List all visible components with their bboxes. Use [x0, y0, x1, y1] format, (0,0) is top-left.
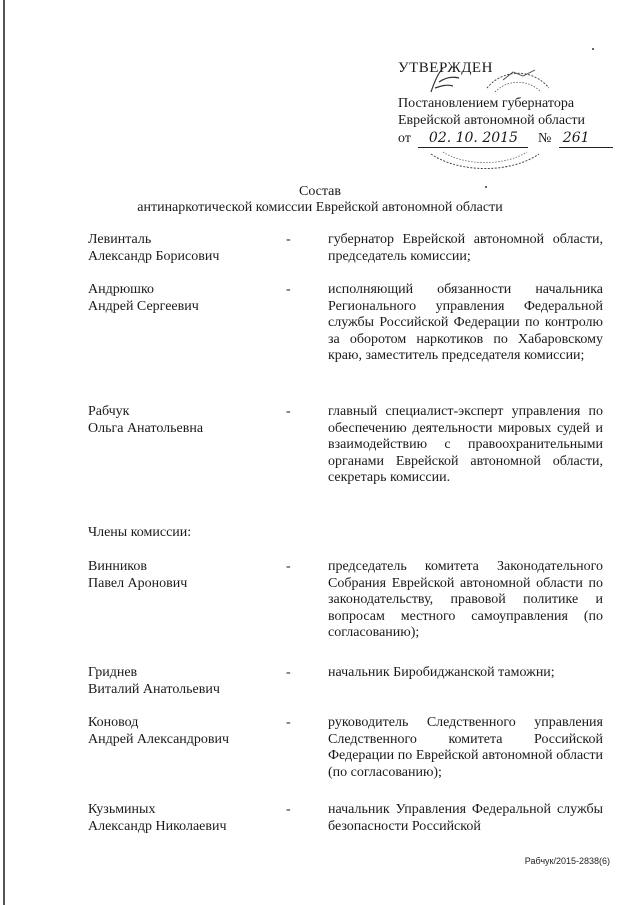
member-surname: Левинталь — [88, 232, 152, 247]
member-given-names: Ольга Анатольевна — [88, 420, 204, 436]
member-role: начальник Биробиджанской таможни; — [328, 665, 555, 680]
member-name — [88, 559, 288, 592]
member-surname: Гриднев — [88, 665, 138, 680]
approval-date: 02. 10. 2015 — [418, 130, 528, 148]
member-surname: Андрюшко — [88, 282, 155, 297]
member-given-names: Александр Николаевич — [88, 818, 227, 834]
page-left-edge — [3, 0, 5, 905]
member-name — [88, 282, 288, 315]
member-surname: Винников — [88, 559, 148, 574]
member-name — [88, 802, 288, 835]
approval-date-number-line — [398, 130, 613, 148]
member-name — [88, 404, 288, 437]
member-dash: - — [286, 559, 291, 574]
member-given-names: Александр Борисович — [88, 248, 220, 264]
member-dash: - — [286, 404, 291, 419]
member-role: руководитель Следственного управления Следственного комитета Российской Федерации по Еврейской автономной области (по согласованию); — [328, 715, 603, 780]
member-given-names: Павел Аронович — [88, 575, 188, 591]
approved-by-line: Постановлением губернатора — [398, 96, 575, 111]
member-dash: - — [286, 802, 291, 817]
stamp-bottom-arc — [425, 148, 545, 182]
signature-mark — [425, 62, 465, 96]
member-name — [88, 665, 288, 698]
member-surname: Рабчук — [88, 404, 130, 419]
member-dash: - — [286, 282, 291, 297]
member-role: председатель комитета Законодательного Собрания Еврейской автономной области по законодательству, правовой политике и вопросам местного самоуправления (по согласованию); — [328, 559, 603, 641]
scan-speck — [592, 48, 594, 50]
member-role: губернатор Еврейской автономной области, председатель комиссии; — [328, 232, 603, 264]
number-label: № — [537, 131, 552, 146]
approval-number: 261 — [559, 130, 613, 148]
section-label-members: Члены комиссии: — [88, 525, 192, 540]
member-surname: Коновод — [88, 715, 139, 730]
member-name — [88, 715, 288, 748]
document-title: Состав — [298, 184, 341, 199]
member-given-names: Андрей Сергеевич — [88, 298, 199, 314]
member-given-names: Андрей Александрович — [88, 731, 230, 747]
member-role: исполняющий обязанности начальника Регионального управления Федеральной службы Российской Федерации по контролю за оборотом наркотиков по Хабаровскому краю, заместитель председателя комиссии; — [328, 282, 603, 364]
document-reference-code: Рабчук/2015-2838(6) — [524, 856, 610, 866]
member-dash: - — [286, 715, 291, 730]
approved-region-line: Еврейской автономной области — [398, 113, 585, 128]
member-surname: Кузьминых — [88, 802, 156, 817]
from-label: от — [398, 131, 411, 146]
member-role: главный специалист-эксперт управления по обеспечению деятельности мировых судей и взаимодействию с правоохранительными органами Еврейской автономной области, секретарь комиссии. — [328, 404, 603, 486]
member-dash: - — [286, 232, 291, 247]
member-given-names: Виталий Анатольевич — [88, 681, 220, 697]
member-name — [88, 232, 288, 265]
approved-heading: УТВЕРЖДЕН — [398, 60, 493, 76]
member-dash: - — [286, 665, 291, 680]
document-subtitle: антинаркотической комиссии Еврейской автономной области — [137, 200, 503, 215]
member-role: начальник Управления Федеральной службы безопасности Российской — [328, 802, 603, 834]
